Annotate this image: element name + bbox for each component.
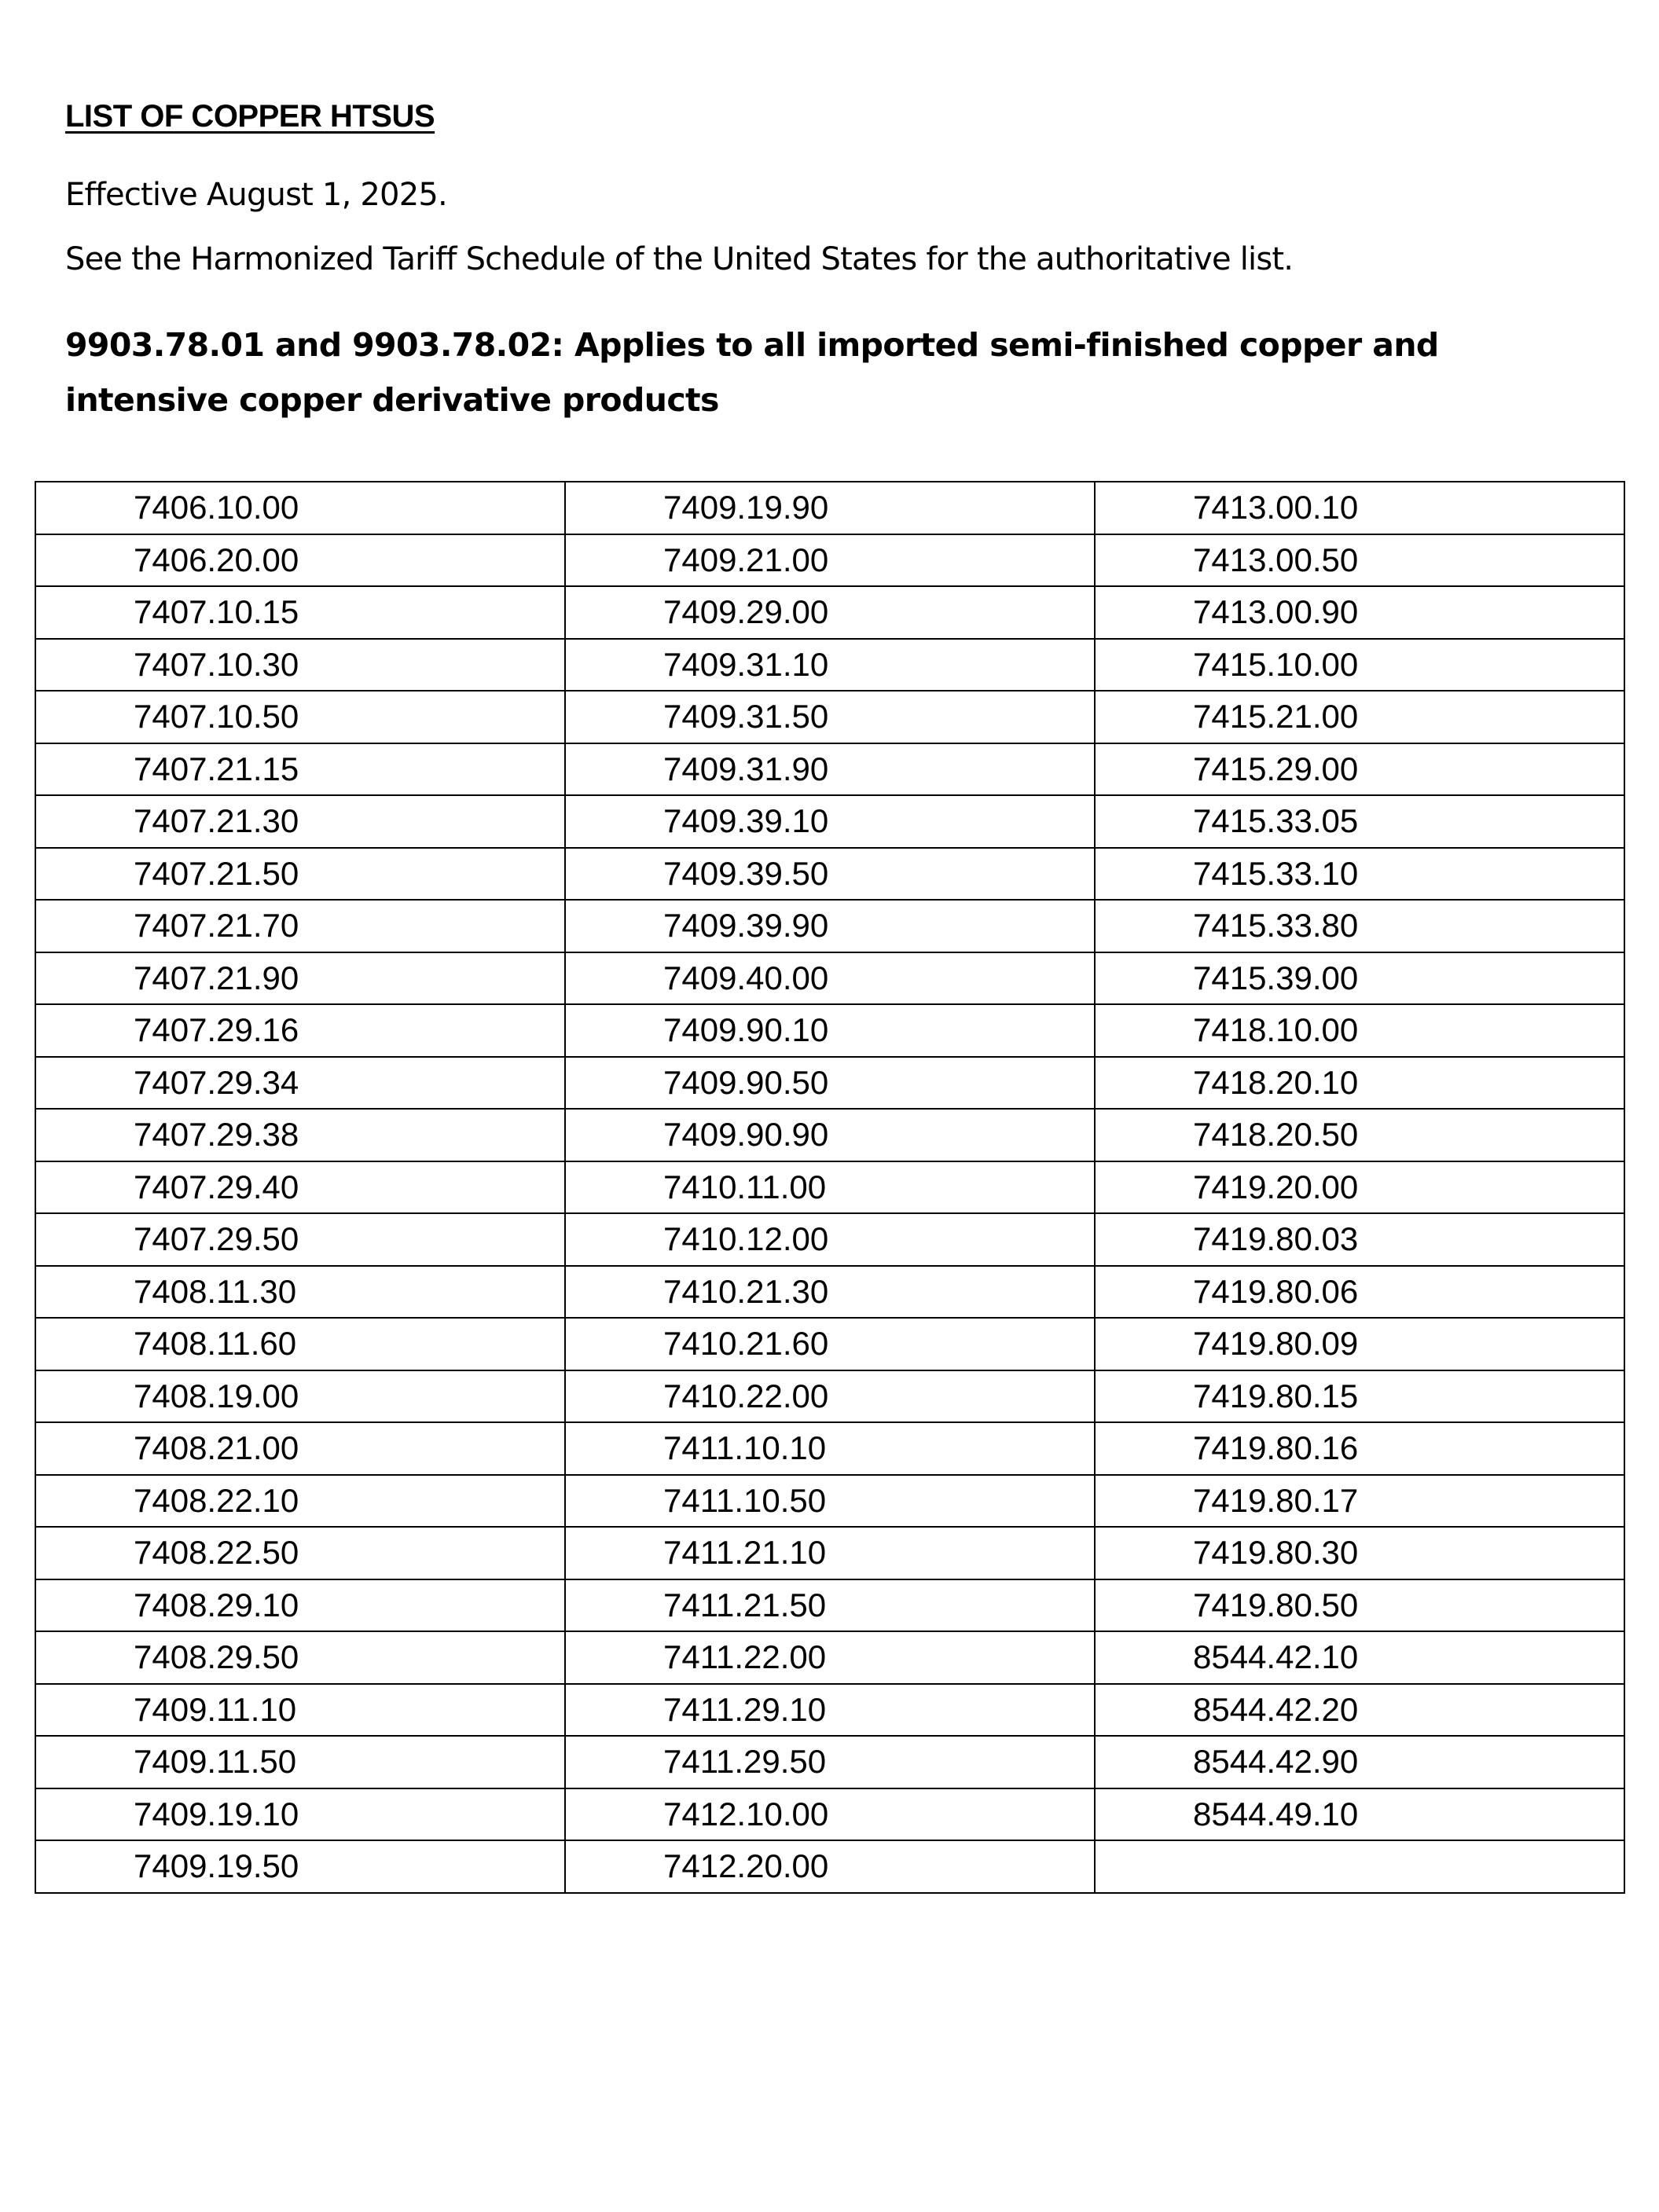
hts-code-cell: 7409.39.50: [565, 848, 1095, 901]
hts-code-cell: 7407.29.38: [35, 1109, 565, 1161]
hts-code-cell: 7419.80.09: [1095, 1318, 1624, 1370]
hts-code-cell: 7408.29.50: [35, 1631, 565, 1684]
table-row: [35, 534, 1624, 587]
hts-code-cell: 7408.21.00: [35, 1422, 565, 1475]
table-row: [35, 1109, 1624, 1161]
table-row: [35, 1736, 1624, 1788]
hts-code-cell: 7413.00.50: [1095, 534, 1624, 587]
hts-code-cell: 7415.29.00: [1095, 743, 1624, 796]
hts-code-cell: 7409.90.90: [565, 1109, 1095, 1161]
hts-code-cell: 7408.11.60: [35, 1318, 565, 1370]
hts-code-cell: 7418.10.00: [1095, 1004, 1624, 1057]
table-row: [35, 952, 1624, 1005]
hts-code-cell: 7409.39.10: [565, 795, 1095, 848]
hts-code-cell: 7407.10.15: [35, 586, 565, 639]
table-row: [35, 1788, 1624, 1841]
hts-code-cell: 7419.80.15: [1095, 1370, 1624, 1423]
hts-code-cell: 7412.20.00: [565, 1840, 1095, 1893]
hts-code-cell: 7411.21.10: [565, 1527, 1095, 1579]
hts-code-cell: 7411.10.10: [565, 1422, 1095, 1475]
hts-code-cell: 7410.12.00: [565, 1213, 1095, 1266]
effective-date: Effective August 1, 2025.: [65, 177, 447, 213]
hts-code-cell: 7408.19.00: [35, 1370, 565, 1423]
hts-code-cell: 7415.33.10: [1095, 848, 1624, 901]
htsus-code-table: [35, 481, 1625, 1894]
hts-code-cell: 7409.11.50: [35, 1736, 565, 1788]
hts-code-cell: 7409.31.90: [565, 743, 1095, 796]
hts-code-cell: 7407.21.30: [35, 795, 565, 848]
hts-code-cell: 7419.20.00: [1095, 1161, 1624, 1214]
hts-code-cell: 7419.80.06: [1095, 1266, 1624, 1319]
table-row: [35, 639, 1624, 691]
hts-code-cell: 7409.19.90: [565, 482, 1095, 534]
document-title: LIST OF COPPER HTSUS: [65, 99, 435, 134]
hts-code-cell: 7409.21.00: [565, 534, 1095, 587]
hts-code-cell: 7407.29.34: [35, 1057, 565, 1110]
hts-code-cell: 7415.39.00: [1095, 952, 1624, 1005]
hts-code-cell: 7419.80.17: [1095, 1475, 1624, 1528]
table-row: [35, 743, 1624, 796]
hts-code-cell: 7411.22.00: [565, 1631, 1095, 1684]
table-row: [35, 1213, 1624, 1266]
hts-code-cell: 7409.31.10: [565, 639, 1095, 691]
hts-code-cell: 7410.11.00: [565, 1161, 1095, 1214]
hts-code-cell: 7406.10.00: [35, 482, 565, 534]
hts-code-cell: 7407.21.70: [35, 900, 565, 952]
hts-code-cell: 7406.20.00: [35, 534, 565, 587]
hts-code-cell: 7409.29.00: [565, 586, 1095, 639]
hts-code-cell: [1095, 1840, 1624, 1893]
table-row: [35, 586, 1624, 639]
hts-code-cell: 7418.20.50: [1095, 1109, 1624, 1161]
hts-code-cell: 7409.31.50: [565, 691, 1095, 743]
table-row: [35, 1579, 1624, 1632]
hts-code-cell: 8544.49.10: [1095, 1788, 1624, 1841]
table-row: [35, 1161, 1624, 1214]
hts-code-cell: 7407.29.40: [35, 1161, 565, 1214]
hts-code-cell: 7407.21.15: [35, 743, 565, 796]
hts-code-cell: 7413.00.90: [1095, 586, 1624, 639]
hts-code-cell: 7415.21.00: [1095, 691, 1624, 743]
table-row: [35, 795, 1624, 848]
hts-code-cell: 7419.80.30: [1095, 1527, 1624, 1579]
hts-code-cell: 7409.11.10: [35, 1684, 565, 1737]
hts-code-cell: 8544.42.10: [1095, 1631, 1624, 1684]
table-row: [35, 1057, 1624, 1110]
table-row: [35, 691, 1624, 743]
hts-code-cell: 7409.40.00: [565, 952, 1095, 1005]
hts-code-cell: 7409.19.10: [35, 1788, 565, 1841]
hts-code-cell: 7407.10.30: [35, 639, 565, 691]
hts-code-cell: 7407.10.50: [35, 691, 565, 743]
section-heading: 9903.78.01 and 9903.78.02: Applies to all imported semi-finished copper and intensive copper derivative products: [65, 326, 1439, 419]
hts-code-cell: 7410.21.30: [565, 1266, 1095, 1319]
table-row: [35, 1631, 1624, 1684]
reference-note: See the Harmonized Tariff Schedule of the United States for the authoritative list.: [65, 241, 1294, 277]
hts-code-cell: 7415.10.00: [1095, 639, 1624, 691]
hts-code-cell: 7407.21.90: [35, 952, 565, 1005]
hts-code-cell: 7419.80.50: [1095, 1579, 1624, 1632]
hts-code-cell: 7411.29.10: [565, 1684, 1095, 1737]
hts-code-cell: 7418.20.10: [1095, 1057, 1624, 1110]
hts-code-cell: 7409.90.50: [565, 1057, 1095, 1110]
hts-code-cell: 7407.29.50: [35, 1213, 565, 1266]
hts-code-cell: 7408.11.30: [35, 1266, 565, 1319]
table-row: [35, 900, 1624, 952]
table-row: [35, 1422, 1624, 1475]
hts-code-cell: 7407.29.16: [35, 1004, 565, 1057]
hts-code-cell: 8544.42.90: [1095, 1736, 1624, 1788]
table-row: [35, 1840, 1624, 1893]
table-row: [35, 1266, 1624, 1319]
hts-code-cell: 7412.10.00: [565, 1788, 1095, 1841]
hts-code-cell: 7411.21.50: [565, 1579, 1095, 1632]
hts-code-cell: 7419.80.03: [1095, 1213, 1624, 1266]
table-row: [35, 1527, 1624, 1579]
table-row: [35, 482, 1624, 534]
hts-code-cell: 7409.39.90: [565, 900, 1095, 952]
table-row: [35, 1370, 1624, 1423]
hts-code-cell: 7409.90.10: [565, 1004, 1095, 1057]
htsus-code-table-body: [35, 482, 1624, 1893]
hts-code-cell: 7411.29.50: [565, 1736, 1095, 1788]
hts-code-cell: 7415.33.05: [1095, 795, 1624, 848]
hts-code-cell: 7409.19.50: [35, 1840, 565, 1893]
hts-code-cell: 7411.10.50: [565, 1475, 1095, 1528]
table-row: [35, 1004, 1624, 1057]
hts-code-cell: 7408.29.10: [35, 1579, 565, 1632]
table-row: [35, 1684, 1624, 1737]
hts-code-cell: 7408.22.50: [35, 1527, 565, 1579]
table-row: [35, 1318, 1624, 1370]
hts-code-cell: 7415.33.80: [1095, 900, 1624, 952]
hts-code-cell: 7413.00.10: [1095, 482, 1624, 534]
hts-code-cell: 8544.42.20: [1095, 1684, 1624, 1737]
table-row: [35, 1475, 1624, 1528]
hts-code-cell: 7410.21.60: [565, 1318, 1095, 1370]
hts-code-cell: 7407.21.50: [35, 848, 565, 901]
hts-code-cell: 7408.22.10: [35, 1475, 565, 1528]
table-row: [35, 848, 1624, 901]
hts-code-cell: 7410.22.00: [565, 1370, 1095, 1423]
hts-code-cell: 7419.80.16: [1095, 1422, 1624, 1475]
